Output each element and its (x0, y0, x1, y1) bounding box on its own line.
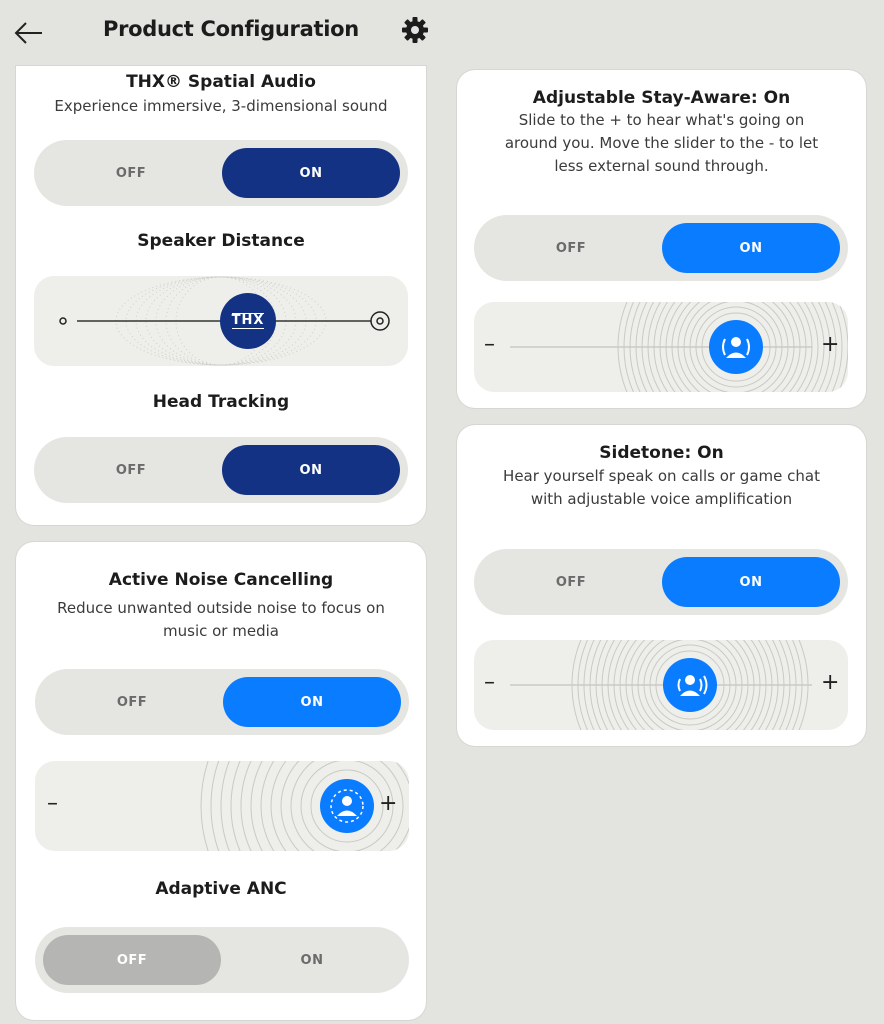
page-title: Product Configuration (103, 17, 359, 41)
back-button[interactable] (12, 18, 46, 48)
speaker-distance-title: Speaker Distance (137, 231, 305, 251)
stay-aware-slider[interactable] (474, 302, 848, 392)
far-icon (371, 312, 389, 330)
sidetone-plus-icon[interactable]: + (821, 670, 840, 695)
sidetone-description: Hear yourself speak on calls or game chat with adjustable voice amplification (503, 467, 820, 508)
thx-badge-label: THX (231, 313, 265, 328)
sidetone-knob[interactable] (663, 658, 717, 712)
stay-aware-rings-graphic (474, 302, 848, 392)
toggle-off-option[interactable]: OFF (43, 935, 221, 985)
sidetone-title: Sidetone: On (599, 443, 724, 463)
head-tracking-toggle[interactable] (34, 437, 408, 503)
anc-plus-icon[interactable]: + (379, 791, 398, 816)
stay-aware-description: Slide to the + to hear what's going on around you. Move the slider to the - to let less external sound through. (504, 111, 819, 175)
sidetone-minus-icon[interactable]: – (484, 670, 495, 695)
spatial-audio-toggle[interactable] (34, 140, 408, 206)
toggle-off-option[interactable]: OFF (116, 694, 148, 710)
arrow-left-icon (12, 18, 46, 48)
sidetone-slider[interactable] (474, 640, 848, 730)
spatial-audio-card (16, 66, 426, 525)
sidetone-toggle[interactable] (474, 549, 848, 615)
toggle-off-option[interactable]: OFF (115, 462, 147, 478)
gear-icon (399, 14, 431, 46)
stay-aware-plus-icon[interactable]: + (821, 332, 840, 357)
toggle-off-option[interactable]: OFF (555, 240, 587, 256)
near-icon (60, 318, 66, 324)
anc-knob[interactable] (320, 779, 374, 833)
anc-minus-icon[interactable]: – (47, 791, 58, 816)
anc-title: Active Noise Cancelling (108, 570, 334, 590)
toggle-off-option[interactable]: OFF (115, 165, 147, 181)
anc-toggle[interactable] (35, 669, 409, 735)
stay-aware-title: Adjustable Stay-Aware: On (532, 88, 791, 108)
settings-button[interactable] (399, 14, 431, 46)
stay-aware-card (457, 70, 866, 408)
toggle-on-option[interactable]: ON (662, 223, 840, 273)
toggle-on-option[interactable]: ON (300, 952, 324, 968)
stay-aware-minus-icon[interactable]: – (484, 332, 495, 357)
header (0, 0, 884, 64)
toggle-on-option[interactable]: ON (662, 557, 840, 607)
adaptive-anc-toggle[interactable] (35, 927, 409, 993)
toggle-on-option[interactable]: ON (223, 677, 401, 727)
spatial-audio-title: THX® Spatial Audio (126, 72, 316, 92)
speaker-distance-slider[interactable] (34, 276, 408, 366)
toggle-off-option[interactable]: OFF (555, 574, 587, 590)
toggle-on-option[interactable]: ON (222, 445, 400, 495)
stay-aware-knob[interactable] (709, 320, 763, 374)
sidetone-card (457, 425, 866, 746)
person-speaking-icon (663, 658, 717, 712)
anc-description: Reduce unwanted outside noise to focus on music or media (57, 599, 385, 640)
toggle-on-option[interactable]: ON (222, 148, 400, 198)
person-shield-icon (320, 779, 374, 833)
spatial-audio-description: Experience immersive, 3-dimensional sound (54, 97, 388, 115)
adaptive-anc-title: Adaptive ANC (155, 879, 287, 899)
sidetone-rings-graphic (474, 640, 848, 730)
person-listening-icon (709, 320, 763, 374)
head-tracking-title: Head Tracking (152, 392, 290, 412)
thx-knob[interactable] (220, 293, 276, 349)
anc-card (16, 542, 426, 1020)
stay-aware-toggle[interactable] (474, 215, 848, 281)
anc-slider[interactable] (35, 761, 409, 851)
